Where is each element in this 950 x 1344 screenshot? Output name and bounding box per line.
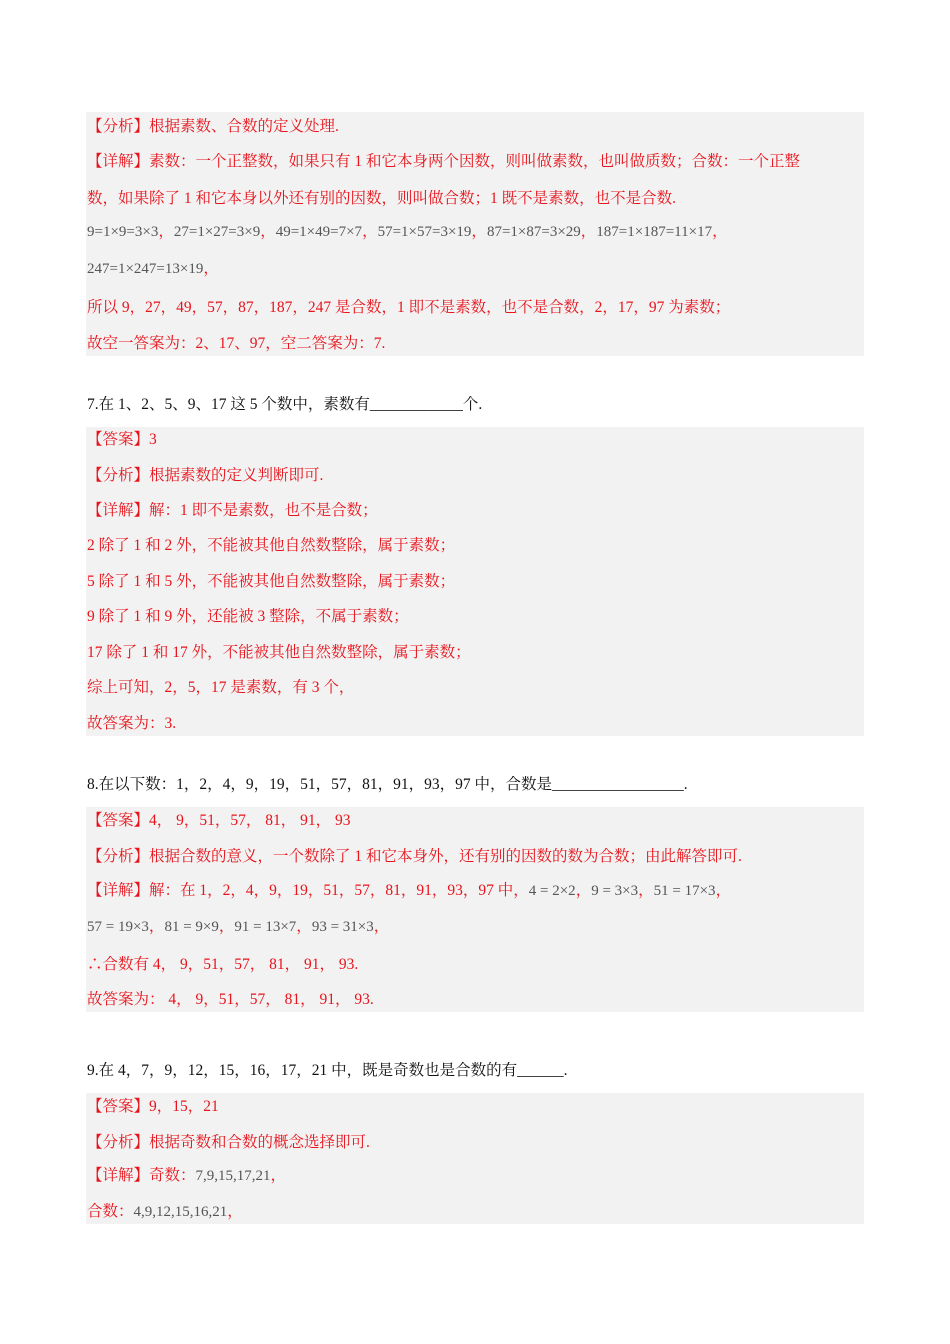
text-segment: ， <box>373 918 390 935</box>
text-segment: 7.在 1、2、5、9、17 这 5 个数中，素数有____________个. <box>87 396 483 413</box>
text-segment: 【分析】根据素数、合数的定义处理. <box>87 118 339 135</box>
text-segment: ， <box>158 223 174 240</box>
text-segment: 8.在以下数：1，2，4，9，19，51，57，81，91，93，97 中，合数是_________________. <box>87 776 688 793</box>
text-segment: ， <box>575 882 592 899</box>
text-segment: 综上可知，2，5，17 是素数，有 3 个， <box>87 679 355 696</box>
text-segment: 合数： <box>87 1203 134 1220</box>
text-segment: 所以 9，27，49，57，87，187，247 是合数，1 即不是素数，也不是合数，2，17，97 为素数； <box>87 299 731 316</box>
q7-question <box>87 395 482 415</box>
text-segment: ， <box>218 918 235 935</box>
q7-solution-line <box>87 643 471 663</box>
text-segment: 17 除了 1 和 17 外，不能被其他自然数整除，属于素数； <box>87 644 471 661</box>
q8-answer-box <box>86 807 864 1012</box>
math-expression: 51 = 17×3 <box>653 883 716 899</box>
text-segment: 【分析】根据素数的定义判断即可. <box>87 467 324 484</box>
q8-question <box>87 775 688 795</box>
math-expression: 81 = 9×9 <box>164 919 219 935</box>
text-segment: 5 除了 1 和 5 外，不能被其他自然数整除，属于素数； <box>87 573 456 590</box>
q6-solution-solution-line <box>87 117 339 137</box>
math-expression: 4 = 2×2 <box>528 883 576 899</box>
text-segment: 【详解】奇数： <box>87 1167 196 1184</box>
text-segment: ， <box>712 223 728 240</box>
text-segment: ， <box>580 223 597 240</box>
text-segment: 【答案】4， 9，51，57， 81， 91， 93 <box>87 812 351 829</box>
q9-solution-line <box>87 1097 219 1117</box>
text-segment: 数，如果除了 1 和它本身以外还有别的因数，则叫做合数；1 既不是素数，也不是合数. <box>87 190 677 207</box>
text-segment: 2 除了 1 和 2 外，不能被其他自然数整除，属于素数； <box>87 537 456 554</box>
q6-solution-solution-line <box>87 152 800 172</box>
math-expression: 187=1×187=11×17 <box>596 224 713 240</box>
q6-solution-solution-line <box>87 334 385 354</box>
text-segment: ， <box>270 1167 287 1184</box>
math-expression: 9 = 3×3 <box>591 883 639 899</box>
q9-solution-line <box>87 1202 243 1222</box>
q9-question <box>87 1061 568 1081</box>
text-segment: ， <box>260 223 276 240</box>
text-segment: 故空一答案为：2、17、97，空二答案为：7. <box>87 335 386 352</box>
text-segment: 【详解】解：在 1，2，4，9，19，51，57，81，91，93，97 中， <box>87 882 529 899</box>
q7-solution-line <box>87 430 157 450</box>
q6-solution-solution-line <box>87 298 730 318</box>
text-segment: ∴合数有 4， 9，51，57， 81， 91， 93. <box>87 956 359 973</box>
math-expression: 91 = 13×7 <box>234 919 297 935</box>
text-segment: ， <box>296 918 312 935</box>
text-segment: ， <box>203 260 219 277</box>
text-segment: ， <box>148 918 165 935</box>
q7-solution-line <box>87 536 455 556</box>
q9-solution-line <box>87 1166 286 1186</box>
q7-solution-line <box>87 714 176 734</box>
math-expression: 247=1×247=13×19 <box>87 261 204 277</box>
text-segment: ， <box>638 882 654 899</box>
text-segment: 【分析】根据合数的意义，一个数除了 1 和它本身外，还有别的因数的数为合数；由此解答即可. <box>87 848 742 865</box>
q8-solution-line <box>87 990 374 1010</box>
text-segment: 【详解】素数：一个正整数，如果只有 1 和它本身两个因数，则叫做素数，也叫做质数；合数：一个正整 <box>87 153 801 170</box>
math-expression: 49=1×49=7×7 <box>275 224 363 240</box>
q8-solution-line <box>87 847 742 867</box>
q7-solution-line <box>87 501 378 521</box>
math-expression: 4,9,12,15,16,21 <box>133 1204 228 1220</box>
text-segment: ， <box>227 1203 243 1220</box>
q7-solution-line <box>87 607 409 627</box>
math-expression: 9=1×9=3×3 <box>87 224 159 240</box>
text-segment: 【答案】9，15，21 <box>87 1098 219 1115</box>
math-expression: 87=1×87=3×29 <box>486 224 581 240</box>
math-expression: 27=1×27=3×9 <box>173 224 261 240</box>
text-segment: ， <box>362 223 378 240</box>
q8-solution-line <box>87 955 358 975</box>
q7-solution-line <box>87 678 354 698</box>
math-expression: 93 = 31×3 <box>311 919 374 935</box>
q6-solution-solution-line <box>87 259 219 279</box>
text-segment: ， <box>715 882 732 899</box>
text-segment: 9 除了 1 和 9 外，还能被 3 整除，不属于素数； <box>87 608 409 625</box>
q8-solution-line <box>87 811 351 831</box>
text-segment: 故答案为：3. <box>87 715 177 732</box>
q6-solution-solution-line <box>87 189 676 209</box>
text-segment: 【答案】3 <box>87 431 157 448</box>
q7-solution-line <box>87 466 323 486</box>
math-expression: 57=1×57=3×19 <box>377 224 472 240</box>
text-segment: 故答案为： 4， 9，51，57， 81， 91， 93. <box>87 991 374 1008</box>
text-segment: 9.在 4，7，9，12，15，16，17，21 中，既是奇数也是合数的有______. <box>87 1062 568 1079</box>
q8-solution-line <box>87 917 389 937</box>
text-segment: 【详解】解：1 即不是素数，也不是合数； <box>87 502 378 519</box>
q7-solution-line <box>87 572 455 592</box>
text-segment: ， <box>471 223 487 240</box>
q9-solution-line <box>87 1133 370 1153</box>
q6-solution-solution-line <box>87 222 728 242</box>
math-expression: 57 = 19×3 <box>87 919 149 935</box>
text-segment: 【分析】根据奇数和合数的概念选择即可. <box>87 1134 370 1151</box>
q8-solution-line <box>87 881 731 901</box>
math-expression: 7,9,15,17,21 <box>195 1168 271 1184</box>
